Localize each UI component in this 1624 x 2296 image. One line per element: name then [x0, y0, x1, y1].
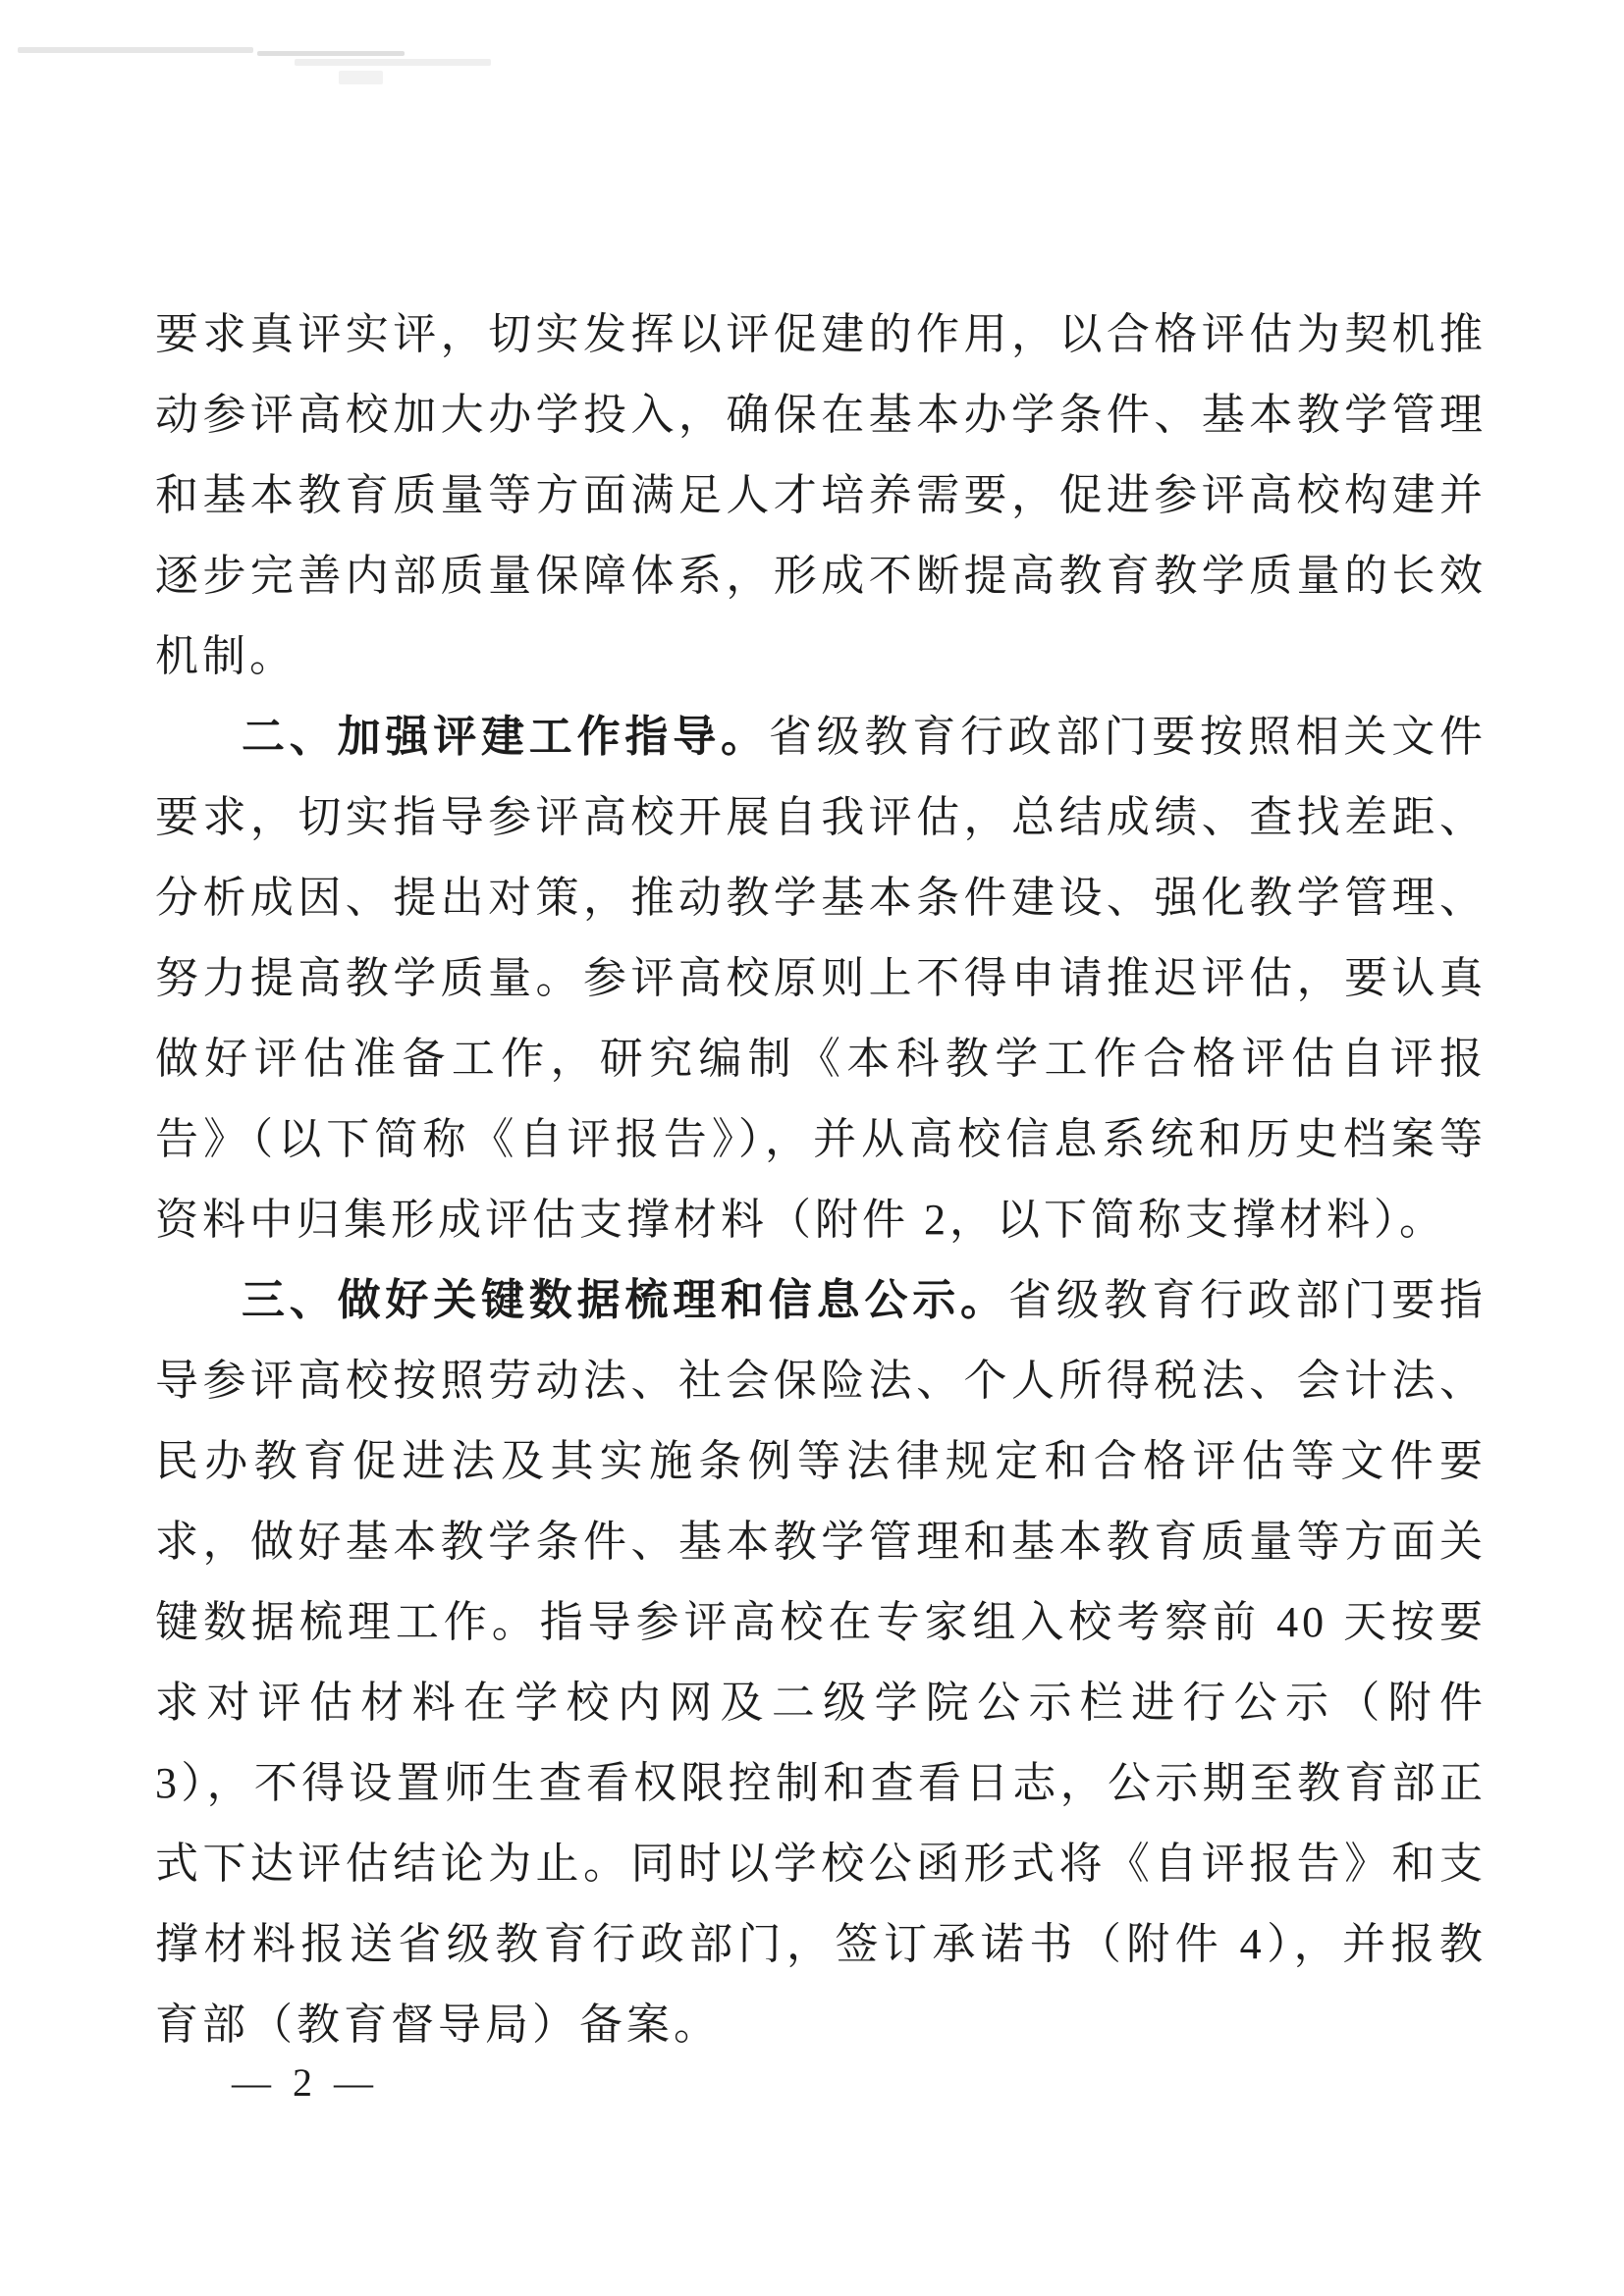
section-3-heading: 三、做好关键数据梳理和信息公示。	[242, 1276, 1008, 1324]
scan-streak-artifact	[18, 47, 253, 53]
scan-streak-artifact	[295, 59, 491, 66]
section-2-heading: 二、加强评建工作指导。	[242, 713, 769, 761]
paragraph-continuation	[155, 294, 1487, 697]
scan-streak-artifact	[339, 71, 383, 84]
paragraph-section-3	[155, 1260, 1487, 2065]
paragraph-text: 省级教育行政部门要指导参评高校按照劳动法、社会保险法、个人所得税法、会计法、民办教育促进法及其实施条例等法律规定和合格评估等文件要求，做好基本教学条件、基本教学管理和基本教育质量等方面关键数据梳理工作。指导参评高校在专家组入校考察前 40 天按要求对评估材料在学校内网及二级学院公示栏进行公示（附件 3），不得设置师生查看权限控制和查看日志，公示期至教育部正式下达评估结论为止。同时以学校公函形式将《自评报告》和支撑材料报送省级教育行政部门，签订承诺书（附件 4），并报教育部（教育督导局）备案。	[155, 1276, 1488, 2049]
document-body	[155, 294, 1487, 2065]
paragraph-text: 省级教育行政部门要按照相关文件要求，切实指导参评高校开展自我评估，总结成绩、查找差距、分析成因、提出对策，推动教学基本条件建设、强化教学管理、努力提高教学质量。参评高校原则上不得申请推迟评估，要认真做好评估准备工作，研究编制《本科教学工作合格评估自评报告》（以下简称《自评报告》），并从高校信息系统和历史档案等资料中归集形成评估支撑材料（附件 2，以下简称支撑材料）。	[155, 713, 1488, 1244]
scan-streak-artifact	[257, 51, 405, 56]
page-number: — 2 —	[232, 2060, 379, 2105]
paragraph-section-2	[155, 697, 1487, 1260]
paragraph-text: 要求真评实评，切实发挥以评促建的作用，以合格评估为契机推动参评高校加大办学投入，确保在基本办学条件、基本教学管理和基本教育质量等方面满足人才培养需要，促进参评高校构建并逐步完善内部质量保障体系，形成不断提高教育教学质量的长效机制。	[155, 310, 1487, 680]
